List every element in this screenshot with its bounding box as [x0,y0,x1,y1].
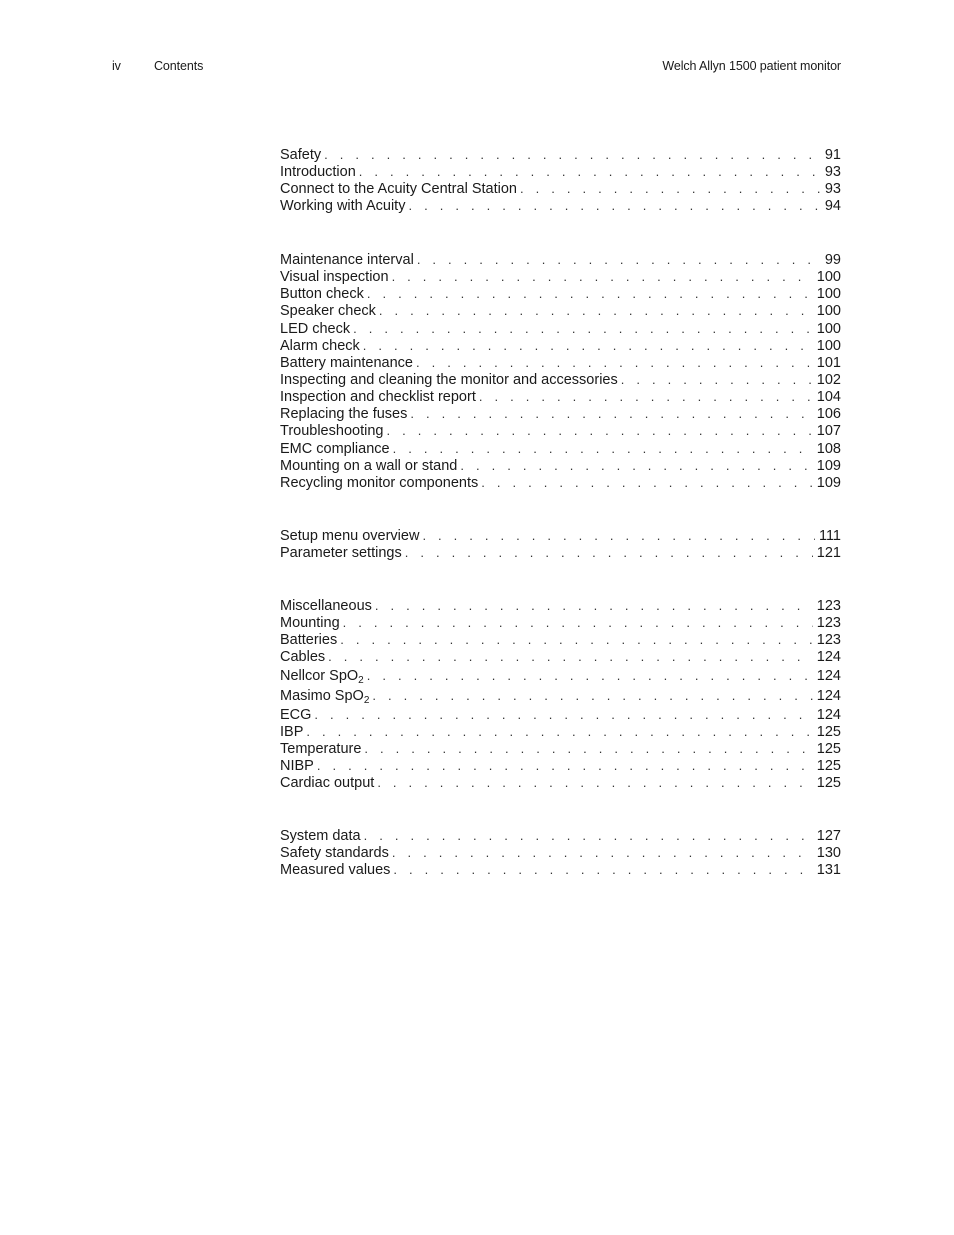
toc-entry-label [280,686,372,706]
toc-entry-page: 107 [816,423,841,440]
toc-entry-page: 124 [816,687,841,704]
dot-leader [481,474,813,491]
dot-leader [343,614,813,631]
toc-entry-label: Replacing the fuses [280,406,408,423]
subscript-two: 2 [358,674,364,686]
toc-entry-label: Cables [280,649,326,666]
toc-entry-label: Visual inspection [280,269,389,286]
toc-entry[interactable] [280,388,841,405]
toc-entry-label: Cardiac output [280,775,375,792]
dot-leader [353,320,813,337]
toc-entry-label: Safety standards [280,845,389,862]
dot-leader [340,631,813,648]
toc-entry-label: Mounting on a wall or stand [280,457,458,474]
dot-leader [306,723,812,740]
toc-entry-page: 124 [816,649,841,666]
toc-entry[interactable] [280,723,841,740]
toc-entry-label: Parameter settings [280,545,402,562]
toc-entry-page: 100 [816,286,841,303]
page-number: iv [112,59,121,73]
toc-entry-label: EMC compliance [280,440,390,457]
toc-entry[interactable] [280,706,841,723]
dot-leader [405,544,813,561]
toc-entry-label: Working with Acuity [280,198,406,215]
toc-entry[interactable] [280,544,841,561]
dot-leader [520,180,821,197]
toc-entry-page: 91 [824,147,841,163]
toc-entry[interactable] [280,146,841,163]
toc-entry-label: Recycling monitor components [280,474,479,491]
dot-leader [621,371,813,388]
dot-leader [408,197,820,214]
toc-group-2 [280,251,841,491]
toc-entry-page: 109 [816,457,841,474]
toc-entry-page: 125 [816,740,841,757]
toc-group-3 [280,527,841,561]
running-header [112,59,841,77]
toc-entry-page: 108 [816,440,841,457]
toc-entry-page: 123 [816,615,841,632]
toc-entry[interactable] [280,163,841,180]
toc-entry-label: Connect to the Acuity Central Station [280,181,517,198]
toc-group-1 [280,146,841,215]
toc-entry[interactable] [280,844,841,861]
dot-leader [367,285,813,302]
toc-entry-page: 124 [816,667,841,684]
toc-entry-page: 124 [816,706,841,723]
toc-entry-page: 100 [816,269,841,286]
toc-entry[interactable] [280,757,841,774]
toc-entry[interactable] [280,337,841,354]
dot-leader [392,844,813,861]
toc-entry-label: NIBP [280,757,314,774]
dot-leader [379,302,813,319]
toc-entry-label: Miscellaneous [280,598,372,614]
toc-entry[interactable] [280,371,841,388]
dot-leader [422,527,815,544]
toc-entry-page: 104 [816,389,841,406]
section-name: Contents [154,59,204,73]
toc-entry[interactable] [280,197,841,214]
dot-leader [416,354,813,371]
toc-entry-label: Inspecting and cleaning the monitor and accessories [280,371,618,388]
toc-entry-page: 93 [824,181,841,198]
toc-entry-label: Battery maintenance [280,354,413,371]
toc-entry[interactable] [280,597,841,614]
toc-entry-page: 106 [816,406,841,423]
toc-entry-label: Alarm check [280,337,360,354]
toc-entry[interactable] [280,405,841,422]
toc-entry-label [280,666,367,686]
dot-leader [317,757,813,774]
toc-entry[interactable] [280,827,841,844]
dot-leader [393,440,813,457]
toc-entry-page: 123 [816,632,841,649]
toc-entry[interactable] [280,861,841,878]
toc-entry-page: 100 [816,337,841,354]
toc-entry[interactable] [280,180,841,197]
dot-leader [314,706,812,723]
toc-entry-page: 131 [816,862,841,879]
toc-entry[interactable] [280,527,841,544]
dot-leader [417,251,821,268]
dot-leader [460,457,812,474]
dot-leader [359,163,821,180]
dot-leader [479,388,813,405]
toc-entry-label: ECG [280,706,312,723]
dot-leader [377,774,812,791]
dot-leader [372,686,812,706]
toc-entry-page: 102 [816,371,841,388]
dot-leader [410,405,812,422]
toc-entry[interactable] [280,302,841,319]
toc-entry-label: Inspection and checklist report [280,389,476,406]
document-title: Welch Allyn 1500 patient monitor [662,59,841,73]
dot-leader [363,337,813,354]
dot-leader [393,861,812,878]
toc-entry-page: 101 [816,354,841,371]
dot-leader [375,597,813,614]
subscript-two: 2 [363,694,370,706]
toc-entry-page: 94 [824,198,841,215]
toc-entry-page: 111 [818,528,841,544]
toc-entry[interactable] [280,774,841,791]
toc-entry-label: Maintenance interval [280,252,414,268]
toc-entry[interactable] [280,422,841,439]
toc-entry[interactable] [280,474,841,491]
toc-entry[interactable] [280,740,841,757]
toc-entry-label: Speaker check [280,303,376,320]
toc-entry-label-text: Nellcor SpO [280,667,359,684]
toc-entry[interactable] [280,251,841,268]
toc-entry-page: 99 [824,252,841,268]
toc-entry-page: 100 [816,320,841,337]
dot-leader [364,827,813,844]
toc-entry-label: System data [280,828,361,844]
toc-entry-label: Temperature [280,740,362,757]
toc-entry-page: 93 [824,164,841,181]
dot-leader [367,666,813,686]
toc-entry-label: Setup menu overview [280,528,420,544]
dot-leader [386,422,812,439]
toc-entry[interactable] [280,457,841,474]
toc-entry-label: Mounting [280,615,340,632]
dot-leader [364,740,812,757]
toc-entry[interactable] [280,440,841,457]
toc-entry-page: 109 [816,474,841,491]
toc-entry[interactable] [280,631,841,648]
dot-leader [328,648,813,665]
toc-entry-label: Safety [280,147,322,163]
toc-entry[interactable] [280,614,841,631]
dot-leader [324,146,821,163]
toc-entry[interactable] [280,648,841,665]
toc-entry-page: 125 [816,723,841,740]
toc-entry[interactable] [280,285,841,302]
toc-entry[interactable] [280,268,841,285]
toc-entry-page: 125 [816,757,841,774]
toc-entry-label-text: Masimo SpO [280,687,364,704]
toc-entry[interactable] [280,686,841,706]
toc-entry-label: Measured values [280,862,391,879]
toc-group-4 [280,597,841,791]
toc-entry-page: 123 [816,598,841,614]
toc-entry-label: Batteries [280,632,338,649]
toc-entry[interactable] [280,354,841,371]
toc-entry[interactable] [280,666,841,686]
toc-entry-label: Introduction [280,164,356,181]
toc-entry-page: 121 [816,545,841,562]
toc-entry-label: LED check [280,320,351,337]
dot-leader [392,268,813,285]
toc-entry-page: 125 [816,775,841,792]
toc-entry-page: 127 [816,828,841,844]
toc-group-5 [280,827,841,878]
toc-entry[interactable] [280,320,841,337]
toc-entry-label: Button check [280,286,364,303]
toc-entry-label: Troubleshooting [280,423,384,440]
toc-entry-label: IBP [280,723,304,740]
toc-entry-page: 130 [816,845,841,862]
toc-entry-page: 100 [816,303,841,320]
